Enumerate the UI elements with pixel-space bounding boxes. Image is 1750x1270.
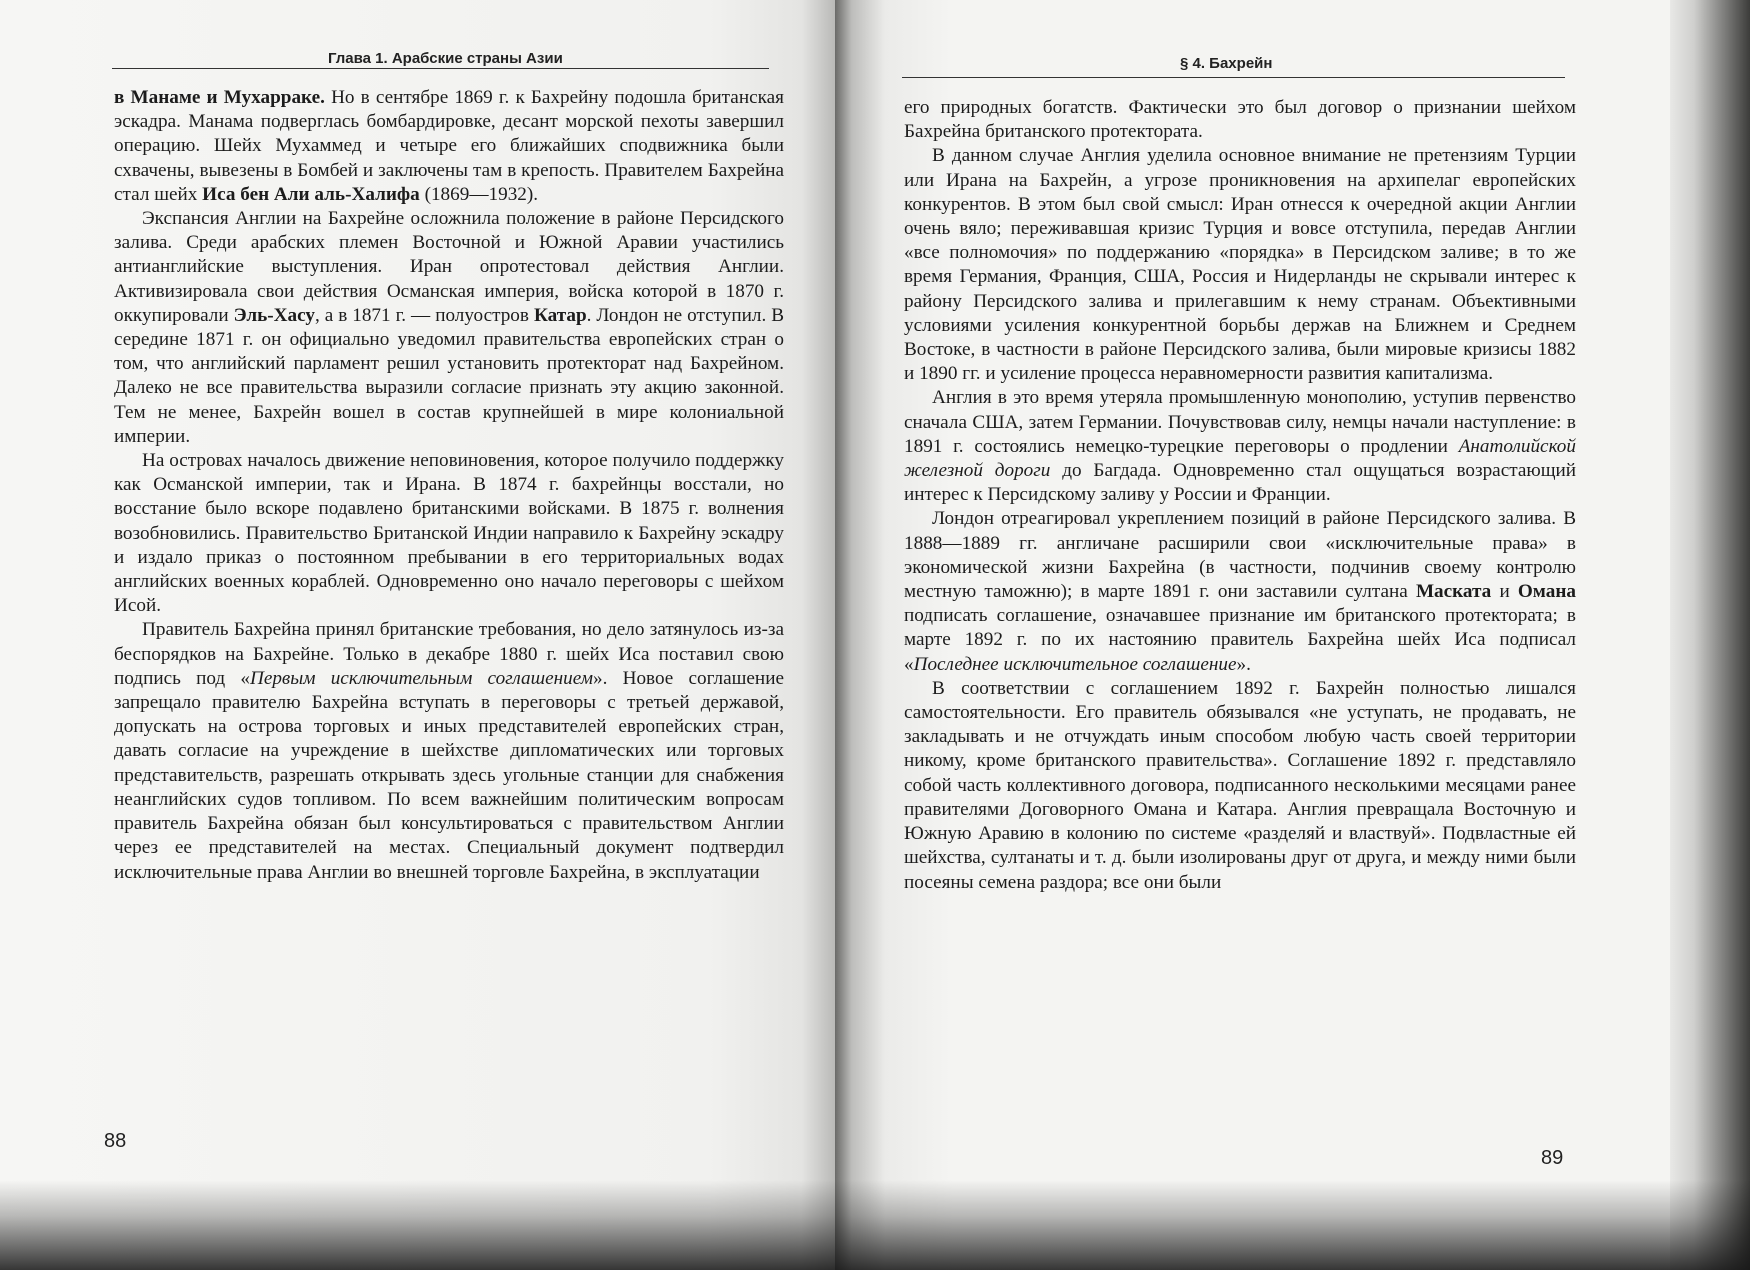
paragraph bbox=[904, 144, 1576, 386]
running-header-right: § 4. Бахрейн bbox=[1180, 55, 1273, 72]
paragraph bbox=[904, 507, 1576, 676]
text-run: В соответствии с соглашением 1892 г. Бахрейн полностью лишался самостоятельности. Его правитель обязывался «не уступать, не продавать, не закладывать и не отчуждать иным способом любую часть своей территории никому, кроме британского правительства». Соглашение 1892 г. представляло собой часть коллективного договора, подписанного несколькими месяцами ранее правителями Договорного Омана и Катара. Англия превращала Восточную и Южную Аравию в колонию по системе «разделяй и властвуй». Подвластные ей шейхства, султанаты и т. д. были изолированы друг от друга, и между ними были посеяны семена раздора; все они были bbox=[904, 677, 1576, 893]
header-rule-left bbox=[112, 68, 769, 69]
bold-term: Маската bbox=[1415, 581, 1492, 603]
page-number-left: 88 bbox=[104, 1130, 127, 1152]
text-run: Правитель Бахрейна принял британские требования, но дело затянулось из-за беспорядков на Бахрейне. Только в декабре 1880 г. шейх Иса поставил свою подпись под « bbox=[114, 619, 784, 689]
text-run: , а в 1871 г. — полуостров bbox=[314, 304, 534, 326]
paragraph bbox=[114, 207, 784, 449]
left-page-body bbox=[114, 86, 784, 885]
right-page bbox=[835, 0, 1670, 1270]
text-run: На островах началось движение неповиновения, которое получило поддержку как Османской империи, так и Ирана. В 1874 г. бахрейнцы восстали, но восстание было вскоре подавлено британскими войсками. В 1875 г. волнения возобновились. Правительство Британской Индии направило к Бахрейну эскадру и издало приказ о постоянном пребывании в его территориальных водах английских военных кораблей. Одновременно оно начало переговоры с шейхом Исой. bbox=[114, 450, 784, 617]
header-rule-right bbox=[902, 77, 1565, 78]
bottom-shadow bbox=[0, 1180, 1750, 1270]
text-run: Экспансия Англии на Бахрейне осложнила положение в районе Персидского залива. Среди арабских племен Восточной и Южной Аравии участились антианглийские выступления. Иран опротестовал действия Англии. Активизировала свои действия Османская империя, войска которой в 1870 г. оккупировали bbox=[114, 208, 784, 326]
text-run: Лондон отреагировал укреплением позиций в районе Персидского залива. В 1888—1889 гг. англичане расширили свои «исключительные права» в экономической жизни Бахрейна (в частности, подчинив своему контролю местную таможню); в марте 1891 г. они заставили султана bbox=[904, 508, 1576, 603]
italic-term: Анатолийской железной дороги bbox=[904, 435, 1576, 482]
paragraph bbox=[114, 618, 784, 884]
text-run: Англия в это время утеряла промышленную монополию, уступив первенство сначала США, затем Германии. Почувствовав силу, немцы начали наступление: в 1891 г. состоялись немецко-турецкие переговоры о продлении bbox=[904, 387, 1576, 457]
right-page-body bbox=[904, 96, 1576, 895]
page-number-right: 89 bbox=[1541, 1147, 1564, 1169]
text-run: (1869—1932). bbox=[419, 183, 539, 205]
text-run: до Багдада. Одновременно стал ощущаться возрастающий интерес к Персидскому заливу у России и Франции. bbox=[904, 460, 1576, 506]
italic-term: Последнее исключительное соглашение bbox=[913, 653, 1237, 675]
paragraph bbox=[114, 86, 784, 207]
left-page bbox=[0, 0, 835, 1270]
text-run: Но в сентябре 1869 г. к Бахрейну подошла британская эскадра. Манама подверглась бомбардировке, десант морской пехоты завершил операцию. Шейх Мухаммед и четыре его ближайших сподвижника были схвачены, вывезены в Бомбей и заключены там в крепость. Правителем Бахрейна стал шейх bbox=[114, 87, 784, 205]
paragraph bbox=[114, 449, 784, 618]
text-run: . Лондон не отступил. В середине 1871 г. он официально уведомил правительства европейских стран о том, что английский парламент решил установить протекторат над Бахрейном. Далеко не все правительства выразили согласие признать эту акцию законной. Тем не менее, Бахрейн вошел в состав крупнейшей в мире колониальной империи. bbox=[114, 304, 785, 447]
text-run: и bbox=[1491, 581, 1518, 603]
bold-term: Омана bbox=[1517, 581, 1576, 603]
book-edge-shadow bbox=[1670, 0, 1750, 1270]
bold-term: Катар bbox=[533, 304, 587, 326]
text-run: В данном случае Англия уделила основное внимание не претензиям Турции или Ирана на Бахрейн, а угрозе проникновения на архипелаг европейских конкурентов. В этом был свой смысл: Иран отнесся к очередной акции Англии очень вяло; переживавшая кризис Турция и вовсе отступила, передав Англии «все полномочия» по поддержанию «порядка» в Персидском заливе; в то же время Германия, Франция, США, Россия и Нидерланды не скрывали интерес к району Персидского залива и прилегавшим к нему странам. Объективными условиями усиления конкурентной борьбы держав на Ближнем и Среднем Востоке, в частности в районе Персидского залива, были мировые кризисы 1882 и 1890 гг. и усиление процесса неравномерности развития капитализма. bbox=[904, 145, 1576, 385]
bold-term: Иса бен Али аль-Халифа bbox=[202, 183, 420, 205]
bold-term: Эль-Хасу bbox=[233, 304, 315, 326]
text-run: подписать соглашение, означавшее признание им британского протектората; в марте 1892 г. по их настоянию правитель Бахрейна шейх Иса подписал « bbox=[904, 605, 1576, 675]
text-run: ». bbox=[1236, 653, 1251, 675]
paragraph bbox=[904, 96, 1576, 144]
bold-term: в Манаме и Мухарраке. bbox=[114, 87, 325, 108]
text-run: ». Новое соглашение запрещало правителю Бахрейна вступать в переговоры с третьей державой, допускать на острова торговых и иных представителей европейских стран, давать согласие на учреждение в шейхстве дипломатических или торговых представительств, разрешать открывать здесь угольные станции для снабжения неанглийских судов топливом. По всем важнейшим политическим вопросам правитель Бахрейна обязан был консультироваться с правительством Англии через ее представителей на местах. Специальный документ подтвердил исключительные права Англии во внешней торговле Бахрейна, в эксплуатации bbox=[114, 667, 784, 883]
text-run: его природных богатств. Фактически это был договор о признании шейхом Бахрейна британского протектората. bbox=[904, 97, 1576, 143]
paragraph bbox=[904, 386, 1576, 507]
italic-term: Первым исключительным соглашением bbox=[249, 667, 593, 689]
paragraph bbox=[904, 677, 1576, 895]
running-header-left: Глава 1. Арабские страны Азии bbox=[328, 50, 563, 67]
